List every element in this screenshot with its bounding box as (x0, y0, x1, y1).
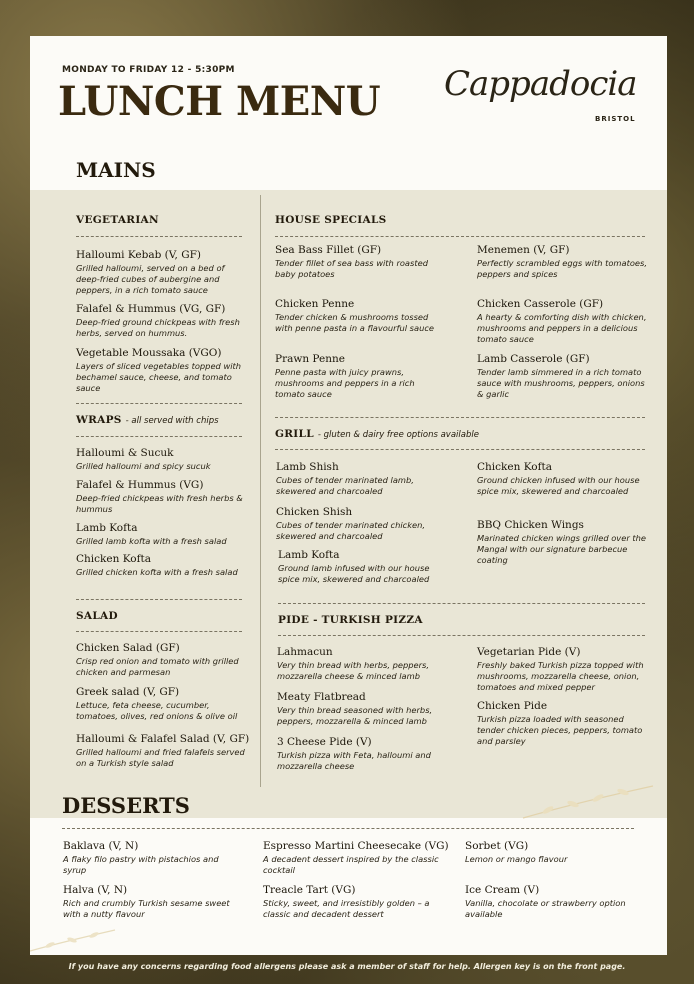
divider (278, 603, 645, 604)
allergen-footer-note: If you have any concerns regarding food allergens please ask a member of staff for help. Allergen key is on the front page. (68, 962, 626, 971)
menu-item-name: Sorbet (VG) (465, 840, 529, 852)
menu-item-name: Chicken Salad (GF) (76, 642, 180, 654)
divider (76, 436, 242, 437)
divider (62, 828, 634, 829)
menu-item-desc: Perfectly scrambled eggs with tomatoes, peppers and spices (477, 258, 647, 279)
menu-item-name: Halloumi & Falafel Salad (V, GF) (76, 733, 250, 745)
divider (76, 236, 242, 237)
menu-item (477, 700, 652, 747)
menu-item-desc: Ground lamb infused with our house spice mix, skewered and charcoaled (278, 563, 430, 584)
menu-item-desc: Lettuce, feta cheese, cucumber, tomatoes, olives, red onions & olive oil (76, 700, 238, 721)
divider (278, 635, 645, 636)
menu-item-desc: Rich and crumbly Turkish sesame sweet with a nutty flavour (63, 898, 230, 919)
menu-item (263, 884, 443, 920)
menu-item-name: Chicken Casserole (GF) (477, 298, 604, 310)
salad-heading: SALAD (76, 610, 118, 622)
brand-logo-location: BRISTOL (595, 115, 636, 123)
menu-item (76, 447, 246, 472)
menu-item-desc: Grilled halloumi and fried falafels served on a Turkish style salad (76, 747, 245, 768)
menu-item (76, 733, 251, 769)
menu-item-desc: Very thin bread with herbs, peppers, mozzarella cheese & minced lamb (277, 660, 429, 681)
menu-item (76, 479, 246, 515)
house-specials-heading: HOUSE SPECIALS (275, 214, 387, 226)
menu-item (76, 347, 246, 394)
menu-item-desc: Sticky, sweet, and irresistibly golden – a classic and decadent dessert (263, 898, 430, 919)
menu-item-name: Chicken Kofta (76, 553, 151, 565)
menu-item-name: 3 Cheese Pide (V) (277, 736, 372, 748)
pide-heading: PIDE - TURKISH PIZZA (278, 614, 423, 626)
menu-item-name: Meaty Flatbread (277, 691, 366, 703)
menu-item (76, 686, 251, 722)
menu-item-name: Greek salad (V, GF) (76, 686, 180, 698)
menu-item-name: Chicken Shish (276, 506, 353, 518)
menu-item-desc: Lemon or mango flavour (465, 854, 568, 864)
floral-ornament-icon (518, 778, 658, 828)
menu-item (275, 298, 447, 334)
wraps-heading (76, 414, 219, 426)
column-divider (260, 195, 261, 787)
menu-item (263, 840, 449, 876)
menu-item-name: Prawn Penne (275, 353, 345, 365)
mains-heading: MAINS (76, 158, 156, 182)
divider (275, 236, 645, 237)
menu-item (76, 553, 246, 578)
menu-item-desc: Crisp red onion and tomato with grilled chicken and parmesan (76, 656, 239, 677)
menu-item (465, 840, 635, 865)
menu-item (465, 884, 635, 920)
menu-item-name: Falafel & Hummus (VG, GF) (76, 303, 226, 315)
menu-item-name: Chicken Penne (275, 298, 355, 310)
menu-item (477, 298, 649, 345)
grill-note: - gluten & dairy free options available (317, 430, 479, 440)
menu-item-desc: Ground chicken infused with our house spice mix, skewered and charcoaled (477, 475, 640, 496)
menu-item-desc: Cubes of tender marinated lamb, skewered and charcoaled (276, 475, 414, 496)
menu-item (276, 506, 446, 542)
grill-title: GRILL (275, 428, 314, 440)
menu-item-desc: Deep-fried ground chickpeas with fresh herbs, served on hummus. (76, 317, 240, 338)
wraps-title: WRAPS (76, 414, 122, 426)
menu-item-desc: Grilled halloumi, served on a bed of deep-fried cubes of aubergine and peppers, in a rich tomato sauce (76, 263, 225, 295)
menu-item (477, 646, 652, 693)
menu-item (76, 303, 246, 339)
menu-item (477, 519, 649, 566)
menu-item-desc: Grilled lamb kofta with a fresh salad (76, 536, 227, 546)
menu-item-name: BBQ Chicken Wings (477, 519, 584, 531)
menu-item-desc: A decadent dessert inspired by the classic cocktail (263, 854, 439, 875)
menu-item (63, 840, 238, 876)
menu-item-desc: Tender lamb simmered in a rich tomato sauce with mushrooms, peppers, onions & garlic (477, 367, 645, 399)
menu-item-desc: Tender fillet of sea bass with roasted baby potatoes (275, 258, 428, 279)
menu-item-desc: A hearty & comforting dish with chicken, mushrooms and peppers in a delicious tomato sauce (477, 312, 647, 344)
menu-item (76, 642, 248, 678)
divider (76, 631, 242, 632)
menu-item-desc: Very thin bread seasoned with herbs, peppers, mozzarella & minced lamb (277, 705, 433, 726)
menu-item (275, 244, 445, 280)
menu-item-desc: Cubes of tender marinated chicken, skewered and charcoaled (276, 520, 426, 541)
menu-item-name: Treacle Tart (VG) (263, 884, 356, 896)
menu-title: LUNCH MENU (58, 78, 381, 125)
menu-item-name: Halloumi Kebab (V, GF) (76, 249, 201, 261)
menu-item (63, 884, 238, 920)
menu-item-name: Vegetable Moussaka (VGO) (76, 347, 222, 359)
vegetarian-heading: VEGETARIAN (76, 214, 159, 226)
menu-item-name: Menemen (V, GF) (477, 244, 570, 256)
menu-item-desc: Freshly baked Turkish pizza topped with mushrooms, mozzarella cheese, onion, tomatoes and mixed pepper (477, 660, 644, 692)
menu-item-name: Baklava (V, N) (63, 840, 139, 852)
menu-item (477, 244, 649, 280)
menu-item-name: Halva (V, N) (63, 884, 128, 896)
menu-item (278, 549, 448, 585)
menu-item-name: Lamb Kofta (76, 522, 138, 534)
menu-item-desc: Marinated chicken wings grilled over the Mangal with our signature barbecue coating (477, 533, 646, 565)
menu-item (477, 353, 649, 400)
desserts-heading: DESSERTS (62, 793, 190, 818)
divider (76, 403, 242, 404)
wraps-note: - all served with chips (125, 416, 219, 426)
menu-card (30, 36, 667, 955)
brand-logo: Cappadocia (444, 64, 637, 104)
floral-ornament-icon (30, 916, 120, 955)
menu-item-name: Lamb Casserole (GF) (477, 353, 590, 365)
menu-item-desc: A flaky filo pastry with pistachios and syrup (63, 854, 219, 875)
menu-item-desc: Turkish pizza loaded with seasoned tender chicken pieces, peppers, tomato and parsley (477, 714, 643, 746)
menu-item-desc: Tender chicken & mushrooms tossed with penne pasta in a flavourful sauce (275, 312, 434, 333)
divider (275, 449, 645, 450)
divider (76, 599, 242, 600)
menu-item (277, 691, 449, 727)
opening-hours: MONDAY TO FRIDAY 12 - 5:30PM (62, 65, 235, 75)
menu-item (275, 353, 447, 400)
menu-item (276, 461, 446, 497)
menu-item (76, 522, 246, 547)
divider (275, 417, 645, 418)
menu-item-desc: Turkish pizza with Feta, halloumi and mozzarella cheese (277, 750, 431, 771)
menu-item (277, 736, 449, 772)
menu-item-name: Lamb Shish (276, 461, 339, 473)
menu-item (277, 646, 449, 682)
menu-item-name: Vegetarian Pide (V) (477, 646, 581, 658)
menu-item-name: Ice Cream (V) (465, 884, 540, 896)
menu-item-desc: Grilled halloumi and spicy sucuk (76, 461, 211, 471)
menu-item-desc: Grilled chicken kofta with a fresh salad (76, 567, 238, 577)
menu-item-desc: Vanilla, chocolate or strawberry option available (465, 898, 626, 919)
menu-item-name: Sea Bass Fillet (GF) (275, 244, 382, 256)
menu-item-name: Lahmacun (277, 646, 333, 658)
menu-item-name: Chicken Kofta (477, 461, 552, 473)
menu-item-name: Lamb Kofta (278, 549, 340, 561)
grill-heading (275, 428, 479, 440)
menu-item-desc: Penne pasta with juicy prawns, mushrooms and peppers in a rich tomato sauce (275, 367, 415, 399)
menu-item-name: Chicken Pide (477, 700, 548, 712)
menu-item-desc: Layers of sliced vegetables topped with bechamel sauce, cheese, and tomato sauce (76, 361, 242, 393)
menu-item-name: Falafel & Hummus (VG) (76, 479, 204, 491)
menu-item-name: Halloumi & Sucuk (76, 447, 174, 459)
menu-item (76, 249, 246, 296)
menu-item (477, 461, 649, 497)
menu-item-name: Espresso Martini Cheesecake (VG) (263, 840, 449, 852)
menu-item-desc: Deep-fried chickpeas with fresh herbs & hummus (76, 493, 243, 514)
